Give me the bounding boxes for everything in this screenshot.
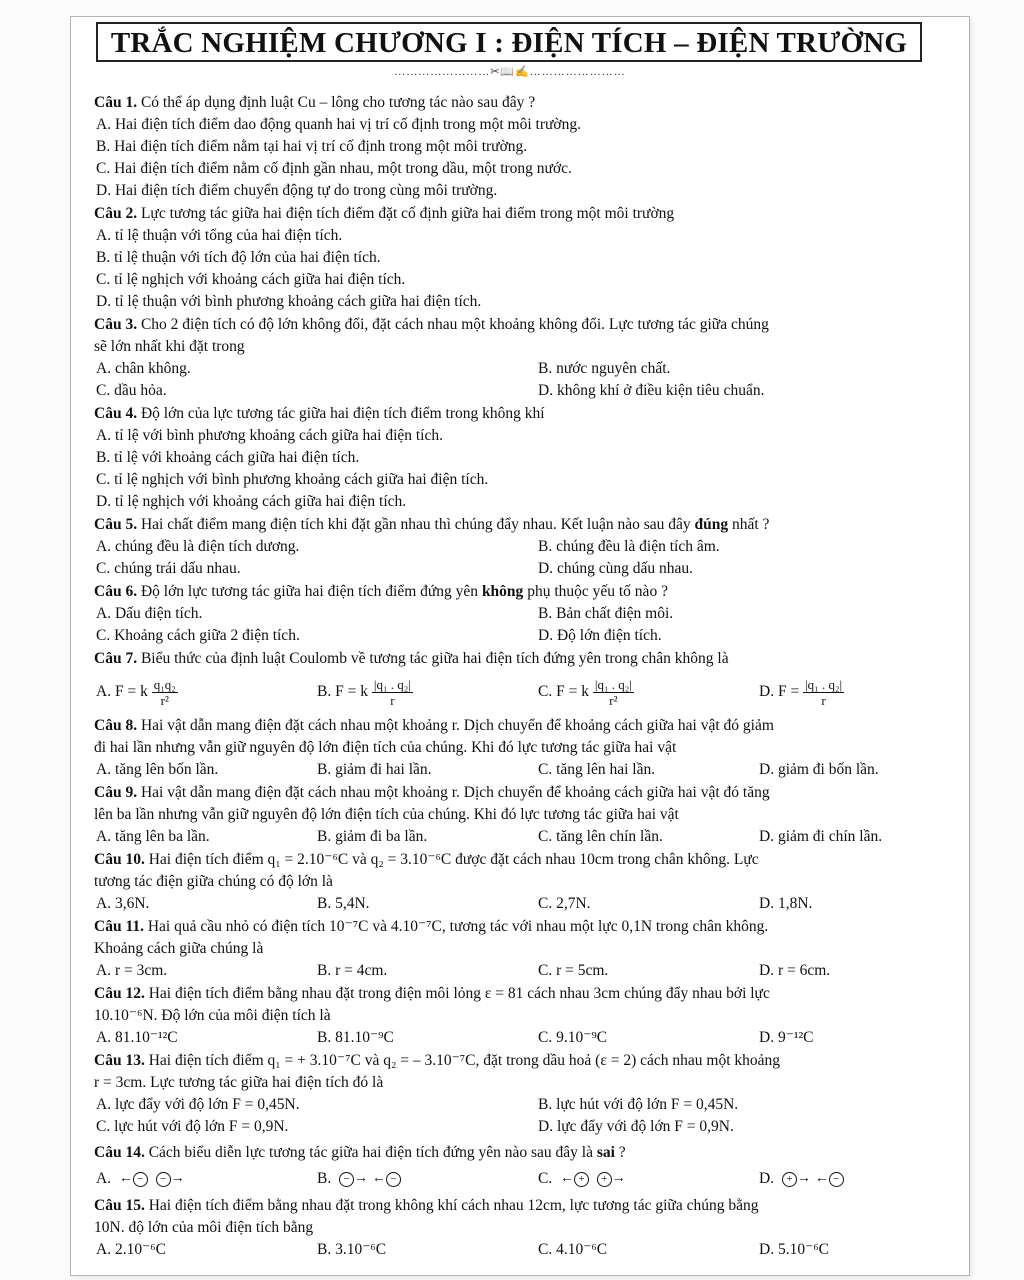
question-list <box>94 92 962 1262</box>
question-text: Hai điện tích điểm bằng nhau đặt trong điện môi lỏng ε = 81 cách nhau 3cm chúng đẩy nhau bởi lực <box>148 985 770 1002</box>
option-d[interactable]: D. giảm đi bốn lần. <box>759 761 879 778</box>
question-number: Câu 15. <box>94 1197 145 1214</box>
question-7 <box>94 648 962 714</box>
option-b[interactable]: B. 3.10⁻⁶C <box>317 1241 387 1258</box>
question-number: Câu 2. <box>94 205 138 222</box>
question-text: Hai vật dẫn mang điện đặt cách nhau một khoảng r. Dịch chuyển để khoảng cách giữa hai vật đó tăng <box>140 784 770 801</box>
question-text: Hai điện tích điểm q₁ = + 3.10⁻⁷C và q₂ = – 3.10⁻⁷C, đặt trong dầu hoả (ε = 2) cách nhau một khoảng <box>148 1052 781 1069</box>
question-number: Câu 6. <box>94 583 138 600</box>
option-d[interactable]: D. r = 6cm. <box>759 962 831 979</box>
option-b[interactable]: B. r = 4cm. <box>317 962 388 979</box>
question-number: Câu 12. <box>94 985 145 1002</box>
question-text: Biểu thức của định luật Coulomb về tương tác giữa hai điện tích đứng yên trong chân không là <box>140 650 729 667</box>
question-text: Hai chất điểm mang điện tích khi đặt gần nhau thì chúng đẩy nhau. Kết luận nào sau đây <box>140 516 695 533</box>
option-d[interactable]: D. 1,8N. <box>759 895 813 912</box>
question-text-cont: tương tác điện giữa chúng có độ lớn là <box>94 873 333 890</box>
question-number: Câu 4. <box>94 405 138 422</box>
formula-fraction <box>372 677 413 708</box>
right-arrow-icon: → <box>170 1171 185 1187</box>
option-letter: D. <box>759 682 775 700</box>
positive-charge-icon: + <box>574 1172 589 1187</box>
question-number: Câu 9. <box>94 784 138 801</box>
option-letter: A. <box>96 682 112 700</box>
formula-prefix: F = k <box>114 682 148 700</box>
question-text-cont: 10N. độ lớn của môi điện tích bằng <box>94 1219 314 1236</box>
question-4 <box>94 403 962 513</box>
option-a[interactable]: A. chúng đều là điện tích dương. <box>96 538 300 555</box>
fraction-denominator: r <box>803 692 844 708</box>
option-d[interactable]: D. chúng cùng dấu nhau. <box>538 560 693 577</box>
option-d[interactable]: D. lực đẩy với độ lớn F = 0,9N. <box>538 1118 734 1135</box>
question-text-end: ? <box>614 1144 626 1161</box>
formula-prefix: F = k <box>556 682 589 700</box>
fraction-numerator: |q₁ . q₂| <box>805 676 843 692</box>
option-c[interactable]: C. lực hút với độ lớn F = 0,9N. <box>96 1118 289 1135</box>
question-8 <box>94 715 962 781</box>
question-number: Câu 14. <box>94 1144 145 1161</box>
right-arrow-icon: → <box>353 1171 368 1187</box>
emphasis-word: đúng <box>694 516 729 533</box>
left-arrow-icon: ← <box>118 1171 133 1187</box>
question-number: Câu 13. <box>94 1052 145 1069</box>
option-letter: D. <box>759 1169 775 1187</box>
question-13 <box>94 1050 962 1138</box>
option-c[interactable]: C. 4.10⁻⁶C <box>538 1241 608 1258</box>
option-d[interactable]: D. tỉ lệ thuận với bình phương khoảng cách giữa hai điện tích. <box>96 293 482 310</box>
option-a[interactable]: A. lực đẩy với độ lớn F = 0,45N. <box>96 1096 300 1113</box>
left-arrow-icon: ← <box>371 1171 386 1187</box>
option-d[interactable]: D. 5.10⁻⁶C <box>759 1241 829 1258</box>
option-b[interactable]: B. giảm đi ba lần. <box>317 828 428 845</box>
option-d[interactable] <box>759 677 964 708</box>
emphasis-word: không <box>481 583 524 600</box>
question-text: Cho 2 điện tích có độ lớn không đổi, đặt cách nhau một khoảng không đổi. Lực tương tác giữa chúng <box>140 316 769 333</box>
question-5 <box>94 514 962 580</box>
option-a[interactable]: A. r = 3cm. <box>96 962 168 979</box>
option-a[interactable] <box>96 677 317 708</box>
option-b[interactable]: B. tỉ lệ thuận với tích độ lớn của hai điện tích. <box>96 249 381 266</box>
question-text: Có thể áp dụng định luật Cu – lông cho tương tác nào sau đây ? <box>140 94 536 111</box>
option-d[interactable] <box>759 1168 964 1190</box>
option-b[interactable]: B. 5,4N. <box>317 895 370 912</box>
option-letter: B. <box>317 1169 332 1187</box>
option-letter: B. <box>317 682 332 700</box>
question-text-cont: sẽ lớn nhất khi đặt trong <box>94 338 245 355</box>
question-text-cont: đi hai lần nhưng vẫn giữ nguyên độ lớn điện tích của chúng. Khi đó lực tương tác giữa hai vật <box>94 739 677 756</box>
question-number: Câu 10. <box>94 851 145 868</box>
option-a[interactable]: A. 3,6N. <box>96 895 150 912</box>
positive-charge-icon: + <box>597 1172 612 1187</box>
negative-charge-icon: − <box>829 1172 844 1187</box>
question-text: Độ lớn lực tương tác giữa hai điện tích điểm đứng yên <box>140 583 482 600</box>
option-b[interactable]: B. 81.10⁻⁹C <box>317 1029 394 1046</box>
option-d[interactable]: D. giảm đi chín lần. <box>759 828 883 845</box>
option-b[interactable]: B. Hai điện tích điểm nằm tại hai vị trí cố định trong một môi trường. <box>96 138 528 155</box>
option-a[interactable]: A. tỉ lệ với bình phương khoảng cách giữa hai điện tích. <box>96 427 443 444</box>
formula-fraction <box>152 677 178 708</box>
left-arrow-icon: ← <box>814 1171 829 1187</box>
option-c[interactable]: C. 2,7N. <box>538 895 591 912</box>
question-text-cont: lên ba lần nhưng vẫn giữ nguyên độ lớn điện tích của chúng. Khi đó lực tương tác giữa hai vật <box>94 806 679 823</box>
option-d[interactable]: D. Hai điện tích điểm chuyển động tự do trong cùng môi trường. <box>96 182 498 199</box>
formula-fraction <box>803 677 844 708</box>
option-a[interactable]: A. Dấu điện tích. <box>96 605 203 622</box>
question-text: Hai vật dẫn mang điện đặt cách nhau một khoảng r. Dịch chuyển để khoảng cách giữa hai vật đó giảm <box>140 717 774 734</box>
option-a[interactable] <box>96 1168 317 1190</box>
question-number: Câu 1. <box>94 94 138 111</box>
option-a[interactable]: A. tăng lên ba lần. <box>96 828 210 845</box>
question-text-end: phụ thuộc yếu tố nào ? <box>523 583 668 600</box>
question-text: Hai điện tích điểm q₁ = 2.10⁻⁶C và q₂ = 3.10⁻⁶C được đặt cách nhau 10cm trong chân không. Lực <box>148 851 759 868</box>
question-6 <box>94 581 962 647</box>
option-d[interactable]: D. Độ lớn điện tích. <box>538 627 662 644</box>
option-a[interactable]: A. 81.10⁻¹²C <box>96 1029 178 1046</box>
option-c[interactable]: C. tỉ lệ nghịch với bình phương khoảng cách giữa hai điện tích. <box>96 471 489 488</box>
option-b[interactable] <box>317 1168 538 1190</box>
question-text-cont: Khoảng cách giữa chúng là <box>94 940 264 957</box>
option-d[interactable]: D. 9⁻¹²C <box>759 1029 814 1046</box>
option-c[interactable]: C. Hai điện tích điểm nằm cố định gần nhau, một trong dầu, một trong nước. <box>96 160 572 177</box>
option-c[interactable]: C. tăng lên hai lần. <box>538 761 656 778</box>
formula-prefix: F = <box>777 682 800 700</box>
negative-charge-icon: − <box>386 1172 401 1187</box>
title-ornament: ……………………✂📖✍…………………… <box>394 66 626 78</box>
option-a[interactable]: A. 2.10⁻⁶C <box>96 1241 166 1258</box>
option-b[interactable]: B. nước nguyên chất. <box>538 360 671 377</box>
question-number: Câu 8. <box>94 717 138 734</box>
emphasis-word: sai <box>596 1144 615 1161</box>
fraction-denominator: r² <box>593 692 634 708</box>
question-text: Hai quả cầu nhỏ có điện tích 10⁻⁷C và 4.10⁻⁷C, tương tác với nhau một lực 0,1N trong chân không. <box>147 918 769 935</box>
option-b[interactable]: B. Bản chất điện môi. <box>538 605 674 622</box>
option-letter: C. <box>538 682 553 700</box>
right-arrow-icon: → <box>611 1171 626 1187</box>
question-text: Hai điện tích điểm bằng nhau đặt trong không khí cách nhau 12cm, lực tương tác giữa chúng bằng <box>148 1197 759 1214</box>
question-number: Câu 7. <box>94 650 138 667</box>
option-d[interactable]: D. không khí ở điều kiện tiêu chuẩn. <box>538 382 765 399</box>
negative-charge-icon: − <box>339 1172 354 1187</box>
option-a[interactable]: A. tỉ lệ thuận với tổng của hai điện tích. <box>96 227 343 244</box>
option-c[interactable]: C. Khoảng cách giữa 2 điện tích. <box>96 627 300 644</box>
fraction-numerator: |q₁ . q₂| <box>373 676 411 692</box>
question-number: Câu 3. <box>94 316 138 333</box>
question-11 <box>94 916 962 982</box>
right-arrow-icon: → <box>796 1171 811 1187</box>
question-text-end: nhất ? <box>728 516 770 533</box>
option-c[interactable]: C. tỉ lệ nghịch với khoảng cách giữa hai điện tích. <box>96 271 406 288</box>
question-12 <box>94 983 962 1049</box>
option-b[interactable]: B. chúng đều là điện tích âm. <box>538 538 720 555</box>
question-3 <box>94 314 962 402</box>
option-b[interactable]: B. tỉ lệ với khoảng cách giữa hai điện tích. <box>96 449 360 466</box>
question-number: Câu 11. <box>94 918 144 935</box>
option-a[interactable]: A. tăng lên bốn lần. <box>96 761 219 778</box>
option-c[interactable]: C. 9.10⁻⁹C <box>538 1029 608 1046</box>
option-b[interactable]: B. giảm đi hai lần. <box>317 761 432 778</box>
question-10 <box>94 849 962 915</box>
formula-prefix: F = k <box>335 682 368 700</box>
option-b[interactable] <box>317 677 538 708</box>
question-14 <box>94 1142 962 1194</box>
question-number: Câu 5. <box>94 516 138 533</box>
question-text-cont: 10.10⁻⁶N. Độ lớn của môi điện tích là <box>94 1007 331 1024</box>
option-c[interactable]: C. tăng lên chín lần. <box>538 828 663 845</box>
option-c[interactable]: C. r = 5cm. <box>538 962 609 979</box>
page-title: TRẮC NGHIỆM CHƯƠNG I : ĐIỆN TÍCH – ĐIỆN TRƯỜNG <box>96 22 922 62</box>
negative-charge-icon: − <box>156 1172 171 1187</box>
question-text: Độ lớn của lực tương tác giữa hai điện tích điểm trong không khí <box>140 405 545 422</box>
question-15 <box>94 1195 962 1261</box>
question-text-cont: r = 3cm. Lực tương tác giữa hai điện tích đó là <box>94 1074 384 1091</box>
question-1 <box>94 92 962 202</box>
option-c[interactable] <box>538 1168 759 1190</box>
formula-fraction <box>593 677 634 708</box>
option-letter: C. <box>538 1169 553 1187</box>
fraction-numerator: q₁q₂ <box>153 676 176 692</box>
fraction-numerator: |q₁ . q₂| <box>594 676 632 692</box>
negative-charge-icon: − <box>133 1172 148 1187</box>
fraction-denominator: r <box>372 692 413 708</box>
fraction-denominator: r² <box>152 692 178 708</box>
left-arrow-icon: ← <box>559 1171 574 1187</box>
option-a[interactable]: A. chân không. <box>96 360 191 377</box>
question-9 <box>94 782 962 848</box>
positive-charge-icon: + <box>782 1172 797 1187</box>
question-text: Cách biểu diễn lực tương tác giữa hai điện tích đứng yên nào sau đây là <box>148 1144 597 1161</box>
option-c[interactable]: C. chúng trái dấu nhau. <box>96 560 241 577</box>
option-letter: A. <box>96 1169 112 1187</box>
question-text: Lực tương tác giữa hai điện tích điểm đặt cố định giữa hai điểm trong một môi trường <box>140 205 675 222</box>
option-a[interactable]: A. Hai điện tích điểm dao động quanh hai vị trí cố định trong một môi trường. <box>96 116 581 133</box>
option-c[interactable] <box>538 677 759 708</box>
question-2 <box>94 203 962 313</box>
option-b[interactable]: B. lực hút với độ lớn F = 0,45N. <box>538 1096 739 1113</box>
option-d[interactable]: D. tỉ lệ nghịch với khoảng cách giữa hai điện tích. <box>96 493 407 510</box>
option-c[interactable]: C. dầu hỏa. <box>96 382 167 399</box>
